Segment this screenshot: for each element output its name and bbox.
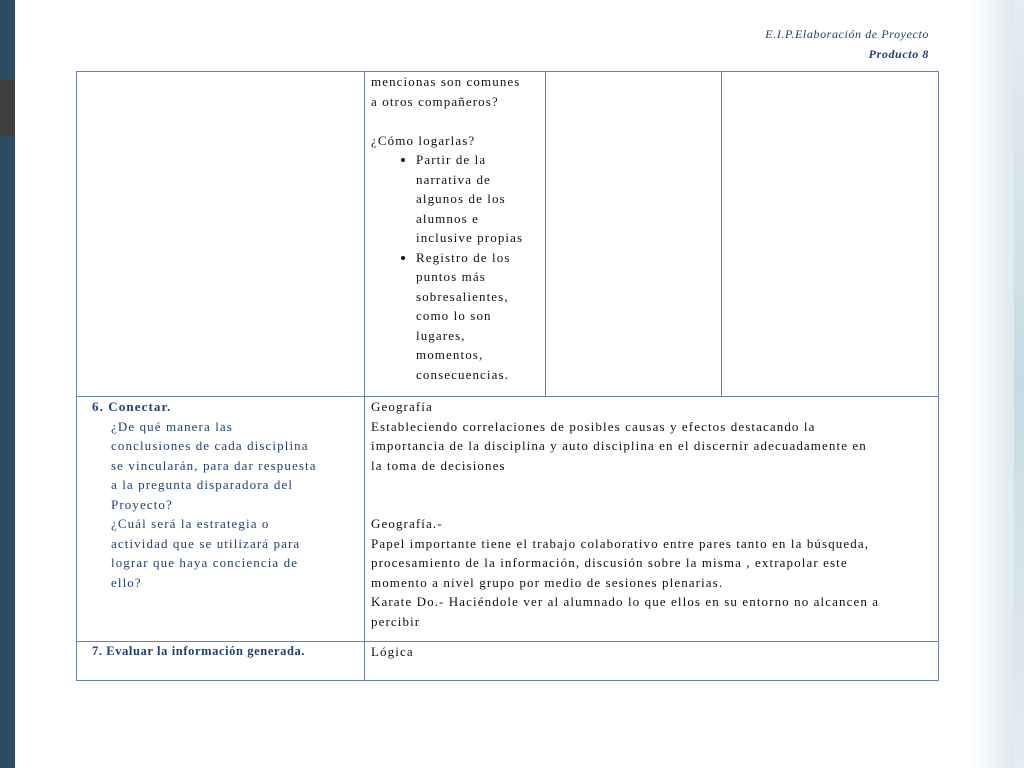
list-item [416,150,539,248]
bullet-line: lugares, [416,327,466,343]
cell-row3-col1 [77,642,365,681]
question-line: a la pregunta disparadora del [111,477,294,492]
question-line: lograr que haya conciencia de [111,555,299,570]
question-line: ¿Cuál será la estrategia o [111,516,270,531]
content-line: importancia de la disciplina y auto disciplina en el discernir adecuadamente en [371,438,867,453]
table-row [77,72,939,397]
content-line: Karate Do.- Haciéndole ver al alumnado lo que ellos en su entorno no alcancen a [371,594,880,609]
content-line: la toma de decisiones [371,457,506,473]
bullet-line: puntos más [416,269,486,284]
list-item [416,248,539,385]
content-line: percibir [371,613,421,629]
content-line: Geografía [371,399,433,414]
header-project-title: E.I.P.Elaboración de Proyecto [765,27,929,41]
bullet-line: como lo son [416,308,492,323]
step-title: 6. Conectar. [92,399,172,414]
cell-row1-col2 [365,72,546,397]
cell-row2-content [365,397,939,642]
question-line: ¿De qué manera las [111,418,233,434]
intro-line: mencionas son comunes [371,74,521,89]
step-title: 7. Evaluar la información generada. [92,644,306,658]
bullet-line: Partir de la [416,152,487,167]
right-decor-strip [968,0,1024,768]
cell-row1-col3 [546,72,722,397]
bullet-line: alumnos e [416,210,479,226]
step-questions [83,417,358,593]
bullet-line: consecuencias. [416,366,509,382]
bullet-line: algunos de los [416,191,506,206]
question-line: conclusiones de cada disciplina [111,438,309,453]
bullet-line: Registro de los [416,249,511,265]
left-decor-accent [0,80,15,136]
content-line: Lógica [371,644,414,659]
content-line: Geografía.- [371,516,443,531]
question-line: ello? [111,574,142,590]
cell-row3-content [365,642,939,681]
project-table [76,71,939,681]
bullet-line: inclusive propias [416,230,524,245]
question-line: actividad que se utilizará para [111,535,301,551]
table-row [77,642,939,681]
cell-row1-col4 [722,72,939,397]
bullet-line: narrativa de [416,171,491,187]
content-line: Papel importante tiene el trabajo colaborativo entre pares tanto en la búsqueda, [371,535,870,551]
bullet-line: sobresalientes, [416,288,509,304]
bullet-line: momentos, [416,347,484,362]
bullet-list [371,150,539,384]
intro-line: a otros compañeros? [371,93,499,109]
question-line: se vincularán, para dar respuesta [111,457,317,473]
content-line: procesamiento de la información, discusión sobre la misma , extrapolar este [371,555,848,570]
content-line: Estableciendo correlaciones de posibles causas y efectos destacando la [371,418,816,434]
cell-row2-col1 [77,397,365,642]
header-product-label: Producto 8 [868,47,929,61]
question-line: Proyecto? [111,496,173,512]
cell-row1-col1 [77,72,365,397]
question-text: ¿Cómo logarlas? [371,132,476,148]
table-row [77,397,939,642]
content-line: momento a nivel grupo por medio de sesiones plenarias. [371,574,724,590]
